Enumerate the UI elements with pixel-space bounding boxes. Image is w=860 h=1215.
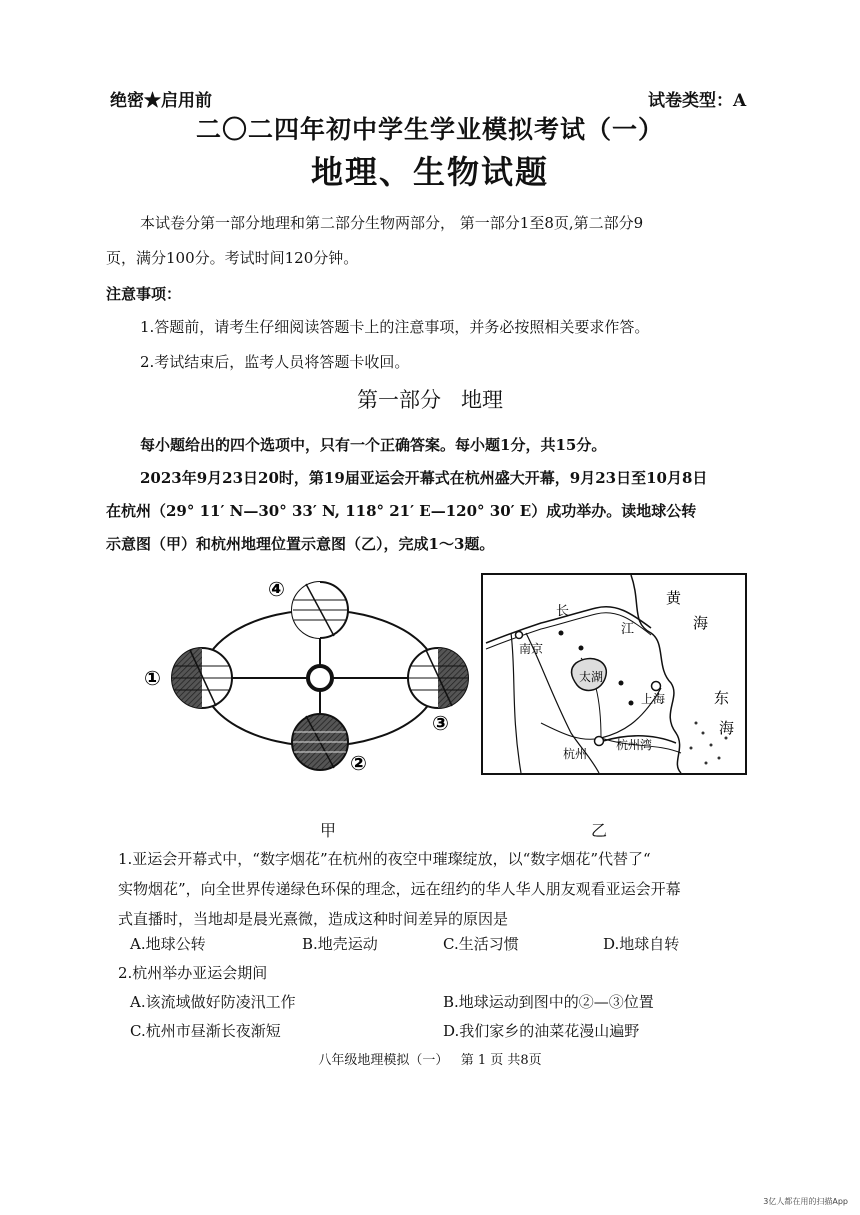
part-instruction: 每小题给出的四个选项中，只有一个正确答案。每小题1分，共15分。 bbox=[140, 436, 607, 454]
note-item-1: 1.答题前，请考生仔细阅读答题卡上的注意事项，并务必按照相关要求作答。 bbox=[140, 318, 650, 336]
map-label-hangzhou-bay: 杭州湾 bbox=[616, 738, 653, 752]
q2-option-d: D.我们家乡的油菜花漫山遍野 bbox=[443, 1022, 640, 1040]
paper-type: 试卷类型：A bbox=[648, 91, 747, 111]
context-line-3: 示意图（甲）和杭州地理位置示意图（乙），完成1～3题。 bbox=[106, 535, 495, 553]
map-label-jiang: 江 bbox=[621, 622, 635, 637]
q1-stem-line-3: 式直播时，当地却是晨光熹微，造成这种时间差异的原因是 bbox=[118, 910, 509, 928]
earth-position-3 bbox=[408, 648, 468, 708]
q1-option-b: B.地壳运动 bbox=[302, 935, 378, 953]
q1-stem-line-2: 实物烟花”，向全世界传递绿色环保的理念，远在纽约的华人华人朋友观看亚运会开幕 bbox=[118, 880, 681, 898]
q2-stem: 2.杭州举办亚运会期间 bbox=[118, 964, 268, 982]
orbit-label-3: ③ bbox=[432, 711, 449, 735]
subject-title: 地理、生物试题 bbox=[310, 153, 549, 191]
earth-position-2 bbox=[292, 714, 348, 770]
orbit-label-2: ② bbox=[350, 751, 367, 775]
secret-label: 绝密★启用前 bbox=[110, 91, 212, 111]
hangzhou-location-map bbox=[481, 573, 747, 775]
earth-position-1 bbox=[172, 648, 232, 708]
earth-position-4 bbox=[292, 582, 348, 638]
context-line-1: 2023年9月23日20时，第19届亚运会开幕式在杭州盛大开幕，9月23日至10月8日 bbox=[140, 469, 708, 487]
map-label-hai: 海 bbox=[693, 614, 709, 632]
map-label-nanjing: 南京 bbox=[519, 642, 544, 656]
orbit-label-4: ④ bbox=[268, 577, 285, 601]
q2-option-b: B.地球运动到图中的②—③位置 bbox=[443, 993, 654, 1011]
sun bbox=[308, 666, 332, 690]
map-label-hangzhou: 杭州 bbox=[563, 747, 588, 761]
map-label-huang: 黄 bbox=[666, 589, 682, 607]
context-line-2: 在杭州（29° 11′ N—30° 33′ N, 118° 21′ E—120° 30′ E）成功举办。读地球公转 bbox=[106, 502, 697, 520]
q1-option-c: C.生活习惯 bbox=[443, 935, 519, 953]
q1-option-d: D.地球自转 bbox=[603, 935, 680, 953]
map-label-taihu: 太湖 bbox=[579, 670, 604, 684]
map-label-dong: 东 bbox=[714, 689, 730, 707]
earth-orbit-diagram bbox=[130, 570, 510, 790]
intro-line-2: 页，满分100分。考试时间120分钟。 bbox=[106, 249, 359, 267]
caption-right: 乙 bbox=[591, 821, 608, 840]
note-item-2: 2.考试结束后，监考人员将答题卡收回。 bbox=[140, 353, 410, 371]
map-label-hai2: 海 bbox=[719, 719, 735, 737]
q1-stem-line-1: 1.亚运会开幕式中，“数字烟花”在杭州的夜空中璀璨绽放，以“数字烟花”代替了“ bbox=[118, 850, 651, 868]
q2-option-c: C.杭州市昼渐长夜渐短 bbox=[130, 1022, 281, 1040]
page-footer: 八年级地理模拟（一） 第 1 页 共8页 bbox=[318, 1053, 542, 1068]
map-label-chang: 长 bbox=[556, 604, 570, 619]
map-label-shanghai: 上海 bbox=[641, 692, 666, 706]
q2-option-a: A.该流域做好防凌汛工作 bbox=[130, 993, 296, 1011]
notes-heading: 注意事项： bbox=[106, 285, 182, 303]
scanner-watermark: 3亿人都在用的扫描App bbox=[763, 1197, 848, 1206]
intro-line-1: 本试卷分第一部分地理和第二部分生物两部分， 第一部分1至8页,第二部分9 bbox=[140, 214, 644, 232]
orbit-label-1: ① bbox=[144, 666, 161, 690]
part-title: 第一部分 地理 bbox=[356, 388, 504, 412]
caption-left: 甲 bbox=[320, 821, 337, 840]
q1-option-a: A.地球公转 bbox=[130, 935, 206, 953]
exam-title: 二〇二四年初中学生学业模拟考试（一） bbox=[195, 115, 664, 144]
